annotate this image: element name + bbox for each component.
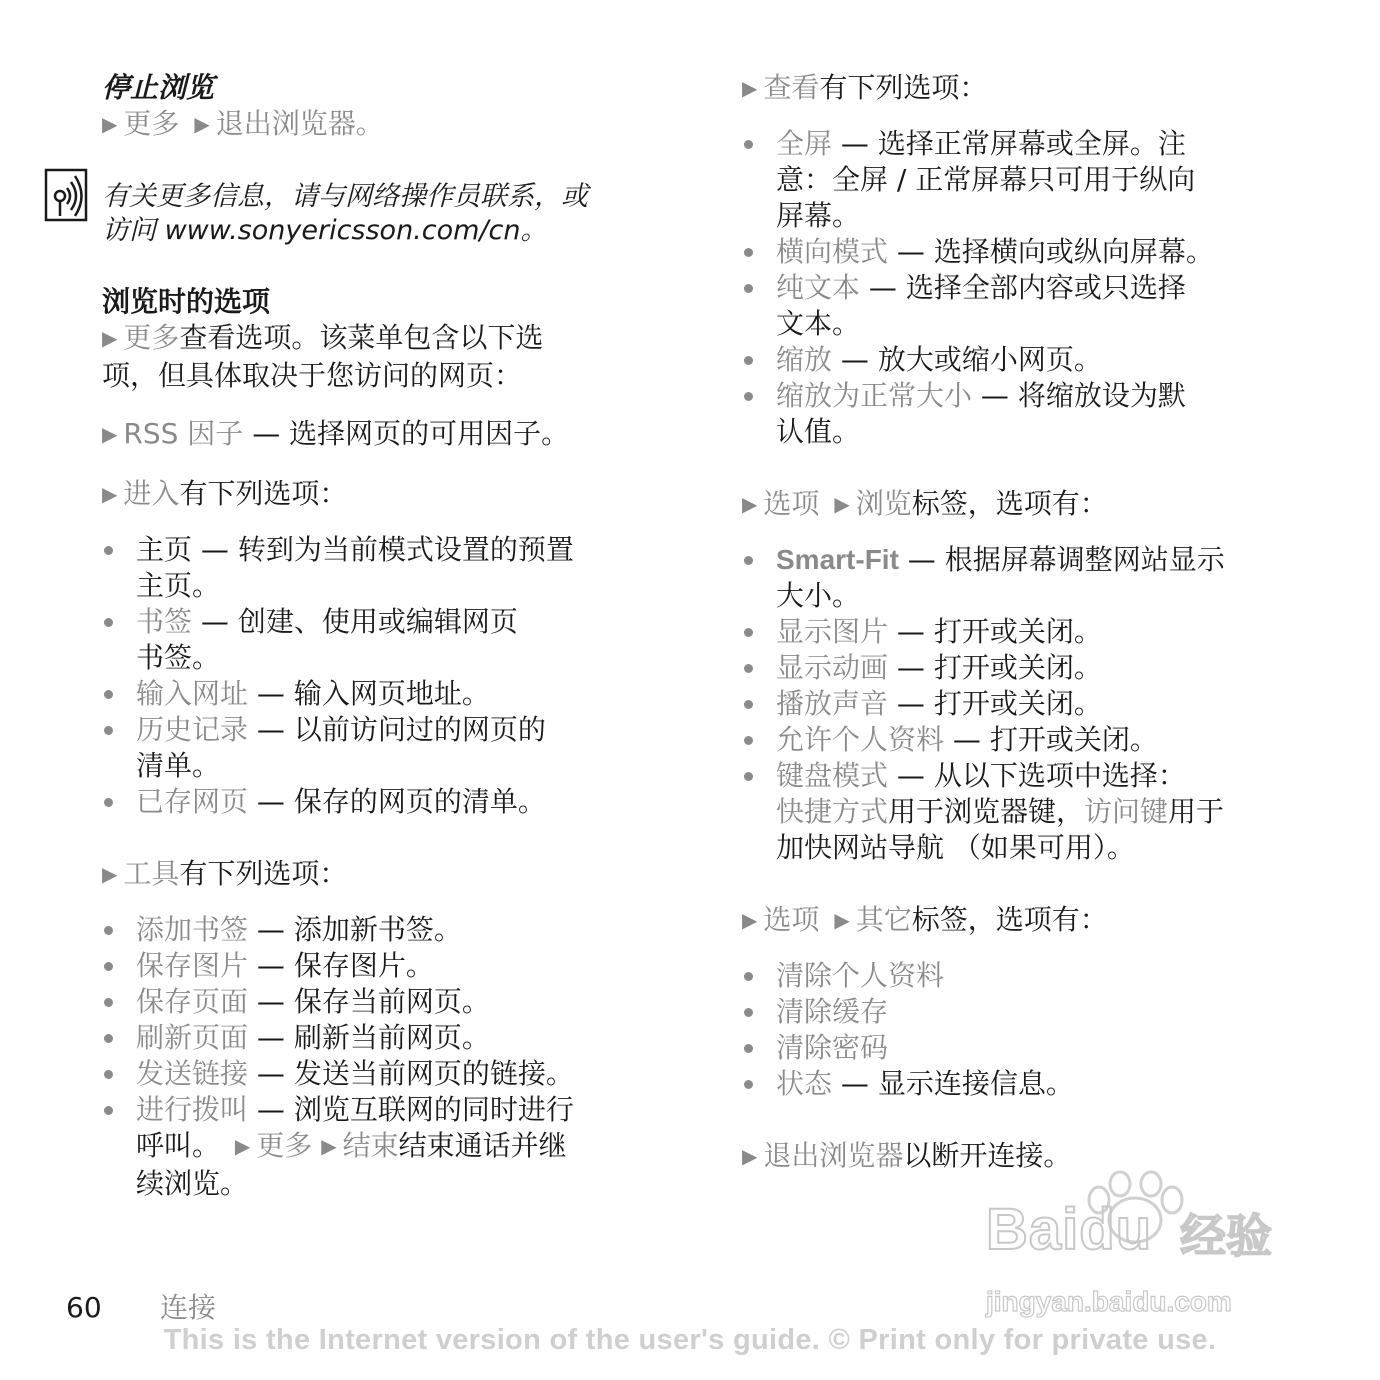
list-item: [102, 1092, 662, 1202]
item-desc: — 刷新当前网页。: [248, 1021, 490, 1054]
arrow-right-icon: ▶: [321, 1134, 337, 1158]
list-item: [102, 532, 662, 604]
list-item: [742, 126, 1342, 234]
item-cont: 清单。: [136, 749, 221, 782]
arrow-right-icon: ▶: [742, 76, 758, 100]
item-desc: — 将缩放设为默: [972, 379, 1186, 412]
list-item: [102, 604, 662, 676]
item-label: 访问键: [1084, 795, 1169, 828]
list-item: [742, 378, 1342, 450]
browse-list: [742, 542, 1342, 866]
item-label: 清除缓存: [776, 995, 889, 1028]
list-item: [742, 342, 1342, 378]
menu-exit-browser: 退出浏览器。: [215, 107, 384, 140]
arrow-right-icon: ▶: [102, 862, 118, 886]
other-tab-option: [742, 902, 1342, 940]
view-option: [742, 70, 1342, 108]
options-desc: 查看选项。该菜单包含以下选: [179, 321, 544, 354]
item-label: 键盘模式: [776, 759, 889, 792]
item-label: 输入网址: [136, 677, 249, 710]
watermark-bai: Bai: [986, 1197, 1080, 1262]
item-desc: — 选择横向或纵向屏幕。: [888, 235, 1214, 268]
arrow-right-icon: ▶: [194, 112, 210, 136]
view-list: [742, 126, 1342, 450]
watermark-logo-text: [986, 1197, 1153, 1262]
item-desc: — 发送当前网页的链接。: [248, 1057, 574, 1090]
item-label: 快捷方式: [776, 795, 889, 828]
item-label: 横向模式: [776, 235, 889, 268]
menu-other-tab: 其它: [855, 903, 912, 936]
menu-view: 查看: [763, 71, 820, 104]
list-item: [742, 1066, 1342, 1102]
network-info-icon: [44, 168, 90, 222]
item-desc: — 添加新书签。: [248, 913, 462, 946]
menu-options: 选项: [763, 487, 820, 520]
tools-desc: 有下列选项：: [179, 857, 348, 890]
item-cont: 主页。: [136, 569, 221, 602]
menu-rss: RSS 因子: [123, 417, 244, 450]
item-desc: — 打开或关闭。: [888, 651, 1102, 684]
item-cont: 文本。: [776, 307, 861, 340]
list-item: [742, 994, 1342, 1030]
options-desc-cont: 项，但具体取决于您访问的网页：: [102, 359, 523, 392]
item-label: 主页: [136, 533, 193, 566]
item-label: 进行拨叫: [136, 1093, 249, 1126]
list-item: [742, 614, 1342, 650]
list-item: [102, 676, 662, 712]
item-label: Smart-Fit: [776, 544, 899, 575]
item-desc: — 保存图片。: [248, 949, 434, 982]
list-item: [742, 1030, 1342, 1066]
arrow-right-icon: ▶: [102, 482, 118, 506]
item-label: 缩放: [776, 343, 833, 376]
arrow-right-icon: ▶: [742, 908, 758, 932]
page-number: 60: [66, 1291, 102, 1324]
item-cont: 加快网站导航 （如果可用）。: [776, 831, 1135, 864]
item-label: 显示动画: [776, 651, 889, 684]
item-label: 状态: [776, 1067, 833, 1100]
menu-options: 选项: [763, 903, 820, 936]
list-item: [742, 270, 1342, 342]
item-label: 清除密码: [776, 1031, 889, 1064]
menu-more: 更多: [123, 107, 180, 140]
item-label: 已存网页: [136, 785, 249, 818]
tools-list: [102, 912, 662, 1202]
item-cont: 书签。: [136, 641, 221, 674]
watermark-logo-cn: 经验: [1180, 1209, 1272, 1263]
item-label: 允许个人资料: [776, 723, 945, 756]
item-cont: 大小。: [776, 579, 861, 612]
watermark-du: du: [1079, 1197, 1153, 1262]
item-label: 保存图片: [136, 949, 249, 982]
item-desc: — 创建、使用或编辑网页: [192, 605, 518, 638]
item-desc: — 输入网页地址。: [248, 677, 490, 710]
arrow-right-icon: ▶: [742, 492, 758, 516]
item-desc: 用于: [1168, 795, 1225, 828]
item-desc: — 选择全部内容或只选择: [860, 271, 1186, 304]
item-label: 清除个人资料: [776, 959, 945, 992]
item-desc: — 保存当前网页。: [248, 985, 490, 1018]
menu-more: 更多: [256, 1129, 313, 1162]
list-item: [102, 712, 662, 784]
list-item: [742, 234, 1342, 270]
item-cont: 屏幕。: [776, 199, 861, 232]
list-item: [102, 912, 662, 948]
info-note: [102, 180, 662, 248]
browse-tab-option: [742, 486, 1342, 524]
rss-desc: — 选择网页的可用因子。: [243, 417, 570, 450]
item-cont: 呼叫。: [136, 1129, 221, 1162]
arrow-right-icon: ▶: [742, 1144, 758, 1168]
note-line: 访问 www.sonyericsson.com/cn。: [102, 215, 548, 246]
stop-browsing-path: [102, 106, 662, 144]
item-label: 缩放为正常大小: [776, 379, 973, 412]
stop-browsing-heading: 停止浏览: [102, 71, 215, 104]
right-column: [742, 70, 1342, 1176]
arrow-right-icon: ▶: [834, 492, 850, 516]
item-label: 刷新页面: [136, 1021, 249, 1054]
list-item: [742, 958, 1342, 994]
item-desc: — 浏览互联网的同时进行: [248, 1093, 574, 1126]
list-item: [742, 686, 1342, 722]
item-desc: — 显示连接信息。: [832, 1067, 1074, 1100]
footer-disclaimer: This is the Internet version of the user's guide. © Print only for private use.: [163, 1324, 1217, 1356]
item-desc: — 打开或关闭。: [944, 723, 1158, 756]
item-label: 添加书签: [136, 913, 249, 946]
menu-goto: 进入: [123, 477, 180, 510]
item-desc: — 放大或缩小网页。: [832, 343, 1102, 376]
left-column: [102, 70, 662, 1202]
rss-option: [102, 416, 662, 454]
watermark-url: jingyan.baidu.com: [986, 1286, 1232, 1317]
browsing-options-heading: 浏览时的选项: [102, 285, 271, 318]
list-item: [102, 948, 662, 984]
other-desc: 标签，选项有：: [911, 903, 1108, 936]
item-label: 全屏: [776, 127, 833, 160]
options-intro: [102, 320, 662, 358]
item-label: 书签: [136, 605, 193, 638]
menu-end: 结束: [342, 1129, 399, 1162]
arrow-right-icon: ▶: [102, 422, 118, 446]
item-cont: 结束通话并继: [398, 1129, 567, 1162]
item-label: 纯文本: [776, 271, 861, 304]
note-line: 有关更多信息，请与网络操作员联系，或: [102, 181, 588, 212]
item-label: 发送链接: [136, 1057, 249, 1090]
item-desc: — 转到为当前模式设置的预置: [192, 533, 574, 566]
arrow-right-icon: ▶: [102, 326, 118, 350]
item-cont: 意：全屏 / 正常屏幕只可用于纵向: [776, 163, 1196, 196]
menu-browse-tab: 浏览: [855, 487, 912, 520]
list-item: [742, 722, 1342, 758]
list-item: [102, 1020, 662, 1056]
goto-list: [102, 532, 662, 820]
item-cont: 续浏览。: [136, 1167, 249, 1200]
list-item: [102, 784, 662, 820]
arrow-right-icon: ▶: [234, 1134, 251, 1158]
list-item: [102, 1056, 662, 1092]
list-item: [742, 758, 1342, 866]
item-label: 播放声音: [776, 687, 889, 720]
item-desc: — 以前访问过的网页的: [248, 713, 546, 746]
exit-desc: 以断开连接。: [903, 1139, 1072, 1172]
view-desc: 有下列选项：: [819, 71, 988, 104]
item-desc: — 保存的网页的清单。: [248, 785, 546, 818]
item-desc: — 打开或关闭。: [888, 615, 1102, 648]
menu-tools: 工具: [123, 857, 180, 890]
list-item: [742, 542, 1342, 614]
arrow-right-icon: ▶: [102, 112, 118, 136]
section-name: 连接: [160, 1291, 217, 1324]
menu-more: 更多: [123, 321, 180, 354]
goto-desc: 有下列选项：: [179, 477, 348, 510]
item-desc: — 根据屏幕调整网站显示: [898, 543, 1225, 576]
item-label: 显示图片: [776, 615, 889, 648]
item-cont: 认值。: [776, 415, 861, 448]
other-list: [742, 958, 1342, 1102]
item-desc: 用于浏览器键，: [888, 795, 1085, 828]
browse-desc: 标签，选项有：: [911, 487, 1108, 520]
item-label: 保存页面: [136, 985, 249, 1018]
menu-exit-browser: 退出浏览器: [763, 1139, 904, 1172]
item-desc: — 选择正常屏幕或全屏。注: [832, 127, 1186, 160]
tools-option: [102, 856, 662, 894]
item-desc: — 从以下选项中选择：: [888, 759, 1186, 792]
item-label: 历史记录: [136, 713, 249, 746]
list-item: [742, 650, 1342, 686]
item-desc: — 打开或关闭。: [888, 687, 1102, 720]
list-item: [102, 984, 662, 1020]
arrow-right-icon: ▶: [834, 908, 850, 932]
goto-option: [102, 476, 662, 514]
